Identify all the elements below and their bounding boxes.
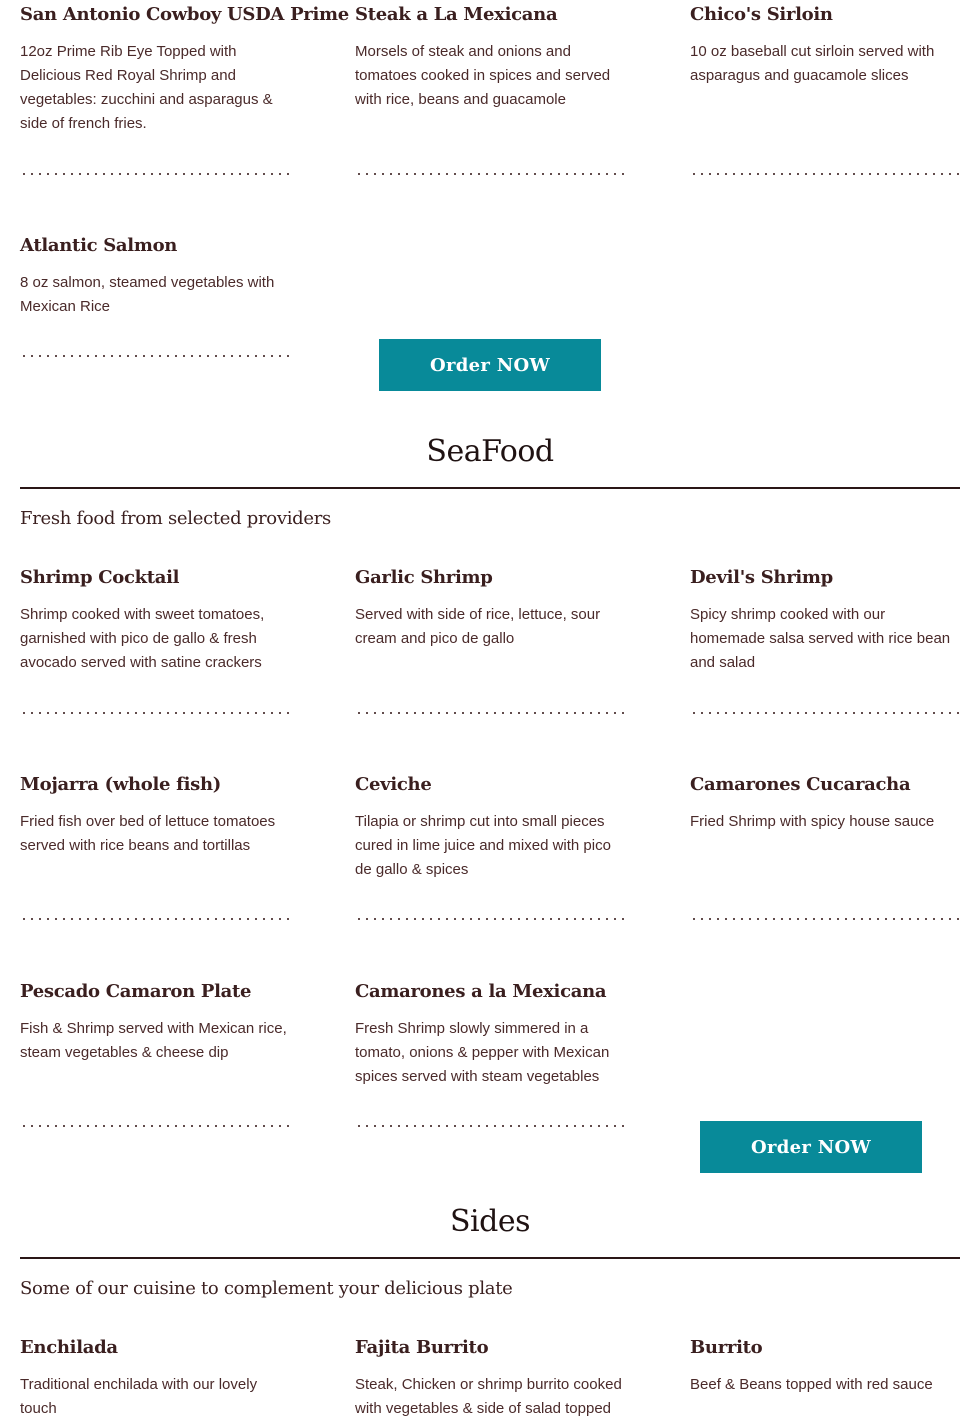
menu-item [355,774,625,882]
item-description: Fried fish over bed of lettuce tomatoes served with rice beans and tortillas [20,813,276,854]
item-description: Fried Shrimp with spicy house sauce [690,813,935,830]
item-name: Mojarra (whole fish) [20,774,221,795]
menu-item [20,774,290,858]
item-name: Chico's Sirloin [690,4,833,25]
item-name: Steak a La Mexicana [355,4,558,25]
dotted-divider [690,173,960,175]
item-name: Camarones Cucaracha [690,774,911,795]
item-name: San Antonio Cowboy USDA Prime [20,4,349,25]
item-name: Fajita Burrito [355,1337,489,1358]
item-description: Fresh Shrimp slowly simmered in a tomato, onions & pepper with Mexican spices served with steam vegetables [355,1020,610,1085]
item-name: Camarones a la Mexicana [355,981,607,1002]
menu-item [690,1337,960,1397]
section-subtitle: Fresh food from selected providers [20,508,331,529]
dotted-divider [20,918,290,920]
dotted-divider [355,173,625,175]
section-title: Sides [450,1204,530,1239]
item-description: Shrimp cooked with sweet tomatoes, garnished with pico de gallo & fresh avocado served with satine crackers [20,606,265,671]
dotted-divider [355,712,625,714]
item-name: Pescado Camaron Plate [20,981,252,1002]
menu-item [20,235,290,319]
item-description: Traditional enchilada with our lovely touch [20,1376,258,1417]
item-name: Devil's Shrimp [690,567,833,588]
menu-item [20,981,290,1065]
menu-item [355,4,625,112]
section-divider [20,1257,960,1259]
dotted-divider [20,173,290,175]
item-description: 12oz Prime Rib Eye Topped with Delicious Red Royal Shrimp and vegetables: zucchini and asparagus & side of french fries. [20,43,273,132]
item-description: 10 oz baseball cut sirloin served with asparagus and guacamole slices [690,43,935,84]
item-description: Beef & Beans topped with red sauce [690,1376,933,1393]
dotted-divider [20,1125,290,1127]
item-description: Fish & Shrimp served with Mexican rice, steam vegetables & cheese dip [20,1020,287,1061]
item-description: Tilapia or shrimp cut into small pieces cured in lime juice and mixed with pico de gallo & spices [355,813,611,878]
section-subtitle: Some of our cuisine to complement your delicious plate [20,1278,513,1299]
item-name: Ceviche [355,774,432,795]
item-description: 8 oz salmon, steamed vegetables with Mexican Rice [20,274,275,315]
menu-item [690,4,960,88]
dotted-divider [690,712,960,714]
menu-item [355,981,625,1089]
dotted-divider [20,712,290,714]
item-name: Burrito [690,1337,763,1358]
item-name: Enchilada [20,1337,118,1358]
item-name: Atlantic Salmon [20,235,178,256]
item-name: Shrimp Cocktail [20,567,180,588]
item-description: Served with side of rice, lettuce, sour cream and pico de gallo [355,606,601,647]
item-description: Spicy shrimp cooked with our homemade salsa served with rice bean and salad [690,606,951,671]
section-title: SeaFood [426,434,554,469]
dotted-divider [355,1125,625,1127]
dotted-divider [690,918,960,920]
menu-item [20,1337,290,1421]
item-name: Garlic Shrimp [355,567,493,588]
menu-item [355,567,625,651]
item-description: Steak, Chicken or shrimp burrito cooked with vegetables & side of salad topped [355,1376,622,1417]
item-description: Morsels of steak and onions and tomatoes cooked in spices and served with rice, beans and guacamole [355,43,611,108]
dotted-divider [355,918,625,920]
menu-item [690,774,960,834]
menu-item [355,1337,625,1421]
menu-item [20,4,349,136]
dotted-divider [20,355,290,357]
menu-item [690,567,960,675]
order-now-button[interactable]: Order NOW [379,339,601,391]
section-divider [20,487,960,489]
order-now-button[interactable]: Order NOW [700,1121,922,1173]
menu-item [20,567,290,675]
